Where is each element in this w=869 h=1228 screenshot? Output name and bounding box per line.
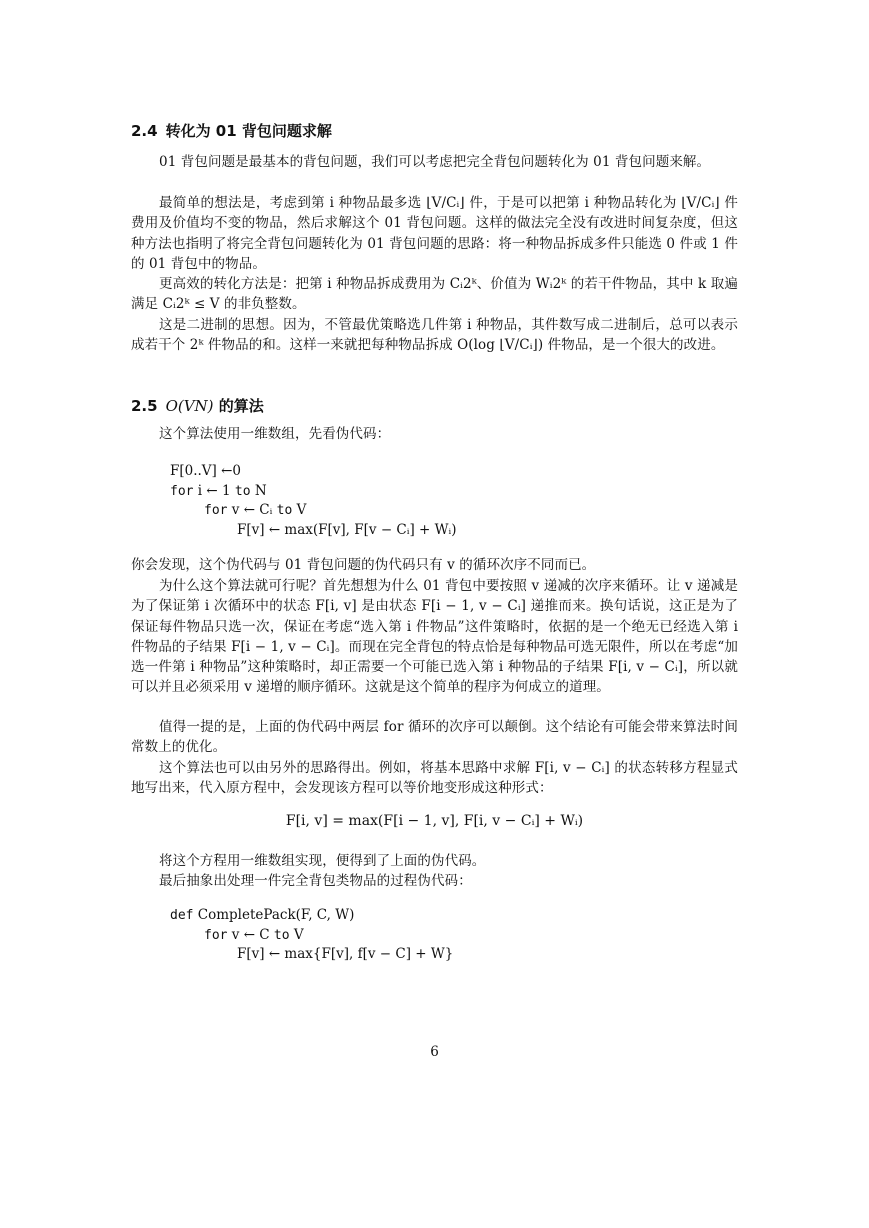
- paragraph-loop-order: 值得一提的是，上面的伪代码中两层 for 循环的次序可以颠倒。这个结论有可能会带来算法时间常数上的优化。: [131, 719, 738, 756]
- paragraph-why-it-works: 为什么这个算法就可行呢？首先想想为什么 01 背包中要按照 v 递减的次序来循环。让 v 递减是为了保证第 i 次循环中的状态 F[i, v] 是由状态 F[i − 1, v − Cᵢ] 递推而来。换句话说，这正是为了保证每件物品只选一次，保证在考虑“选入第 i 件物品”这件策略时，依据的是一个绝无已经选入第 i 件物品的子结果 F[i − 1, v − Cᵢ]。而现在完全背包的特点恰是每种物品可选无限件，所以在考虑“加选一件第 i 种物品”这种策略时，却正需要一个可能已选入第 i 种物品的子结果 F[i, v − Cᵢ]，所以就可以并且必须采用 v 递增的顺序循环。这就是这个简单的程序为何成立的道理。: [131, 578, 738, 696]
- section-heading-2-5: [131, 395, 264, 416]
- code-line: F[0..V] ←0: [170, 463, 242, 479]
- pseudocode-block-2: [170, 906, 453, 965]
- paragraph-efficient-method: 更高效的转化方法是：把第 i 种物品拆成费用为 Cᵢ2ᵏ、价值为 Wᵢ2ᵏ 的若干件物品，其中 k 取遍满足 Cᵢ2ᵏ ≤ V 的非负整数。: [131, 276, 738, 313]
- section-heading-2-4: [131, 120, 332, 141]
- equation-transition: F[i, v] = max(F[i − 1, v], F[i, v − Cᵢ] + Wᵢ): [285, 813, 584, 829]
- section-title-math: O(VN): [165, 397, 214, 415]
- paragraph-alternative-derivation: 这个算法也可以由另外的思路得出。例如，将基本思路中求解 F[i, v − Cᵢ] 的状态转移方程显式地写出来，代入原方程中，会发现该方程可以等价地变形成这种形式：: [131, 760, 738, 797]
- code-line: for i ← 1 to N: [170, 482, 267, 499]
- section-title: 转化为 01 背包问题求解: [165, 122, 332, 140]
- paragraph-after-code: 你会发现，这个伪代码与 01 背包问题的伪代码只有 v 的循环次序不同而已。: [131, 557, 596, 573]
- code-line: F[v] ← max{F[v], f[v − C] + W}: [237, 946, 454, 962]
- section-number: 2.5: [131, 397, 158, 415]
- code-line: for v ← Cᵢ to V: [204, 502, 307, 518]
- code-line: for v ← C to V: [204, 926, 304, 943]
- paragraph-simple-idea: 最简单的想法是，考虑到第 i 种物品最多选 ⌊V/Cᵢ⌋ 件，于是可以把第 i 种物品转化为 ⌊V/Cᵢ⌋ 件费用及价值均不变的物品，然后求解这个 01 背包问题。这样的做法完全没有改进时间复杂度，但这种方法也指明了将完全背包问题转化为 01 背包问题的思路：将一种物品拆成多件只能选 0 件或 1 件的 01 背包中的物品。: [131, 195, 738, 272]
- page-number: 6: [430, 1044, 439, 1060]
- paragraph-intro: 01 背包问题是最基本的背包问题，我们可以考虑把完全背包问题转化为 01 背包问题来解。: [159, 154, 711, 170]
- paragraph-one-dim-array: 将这个方程用一维数组实现，便得到了上面的伪代码。: [159, 853, 486, 869]
- section-title-rest: 的算法: [213, 397, 264, 415]
- code-line: F[v] ← max(F[v], F[v − Cᵢ] + Wᵢ): [237, 521, 457, 538]
- code-line: def CompletePack(F, C, W): [170, 907, 355, 923]
- pseudocode-block-1: [170, 462, 456, 540]
- paragraph-abstract-process: 最后抽象出处理一件完全背包类物品的过程伪代码：: [159, 873, 472, 889]
- section-number: 2.4: [131, 122, 158, 140]
- paragraph-binary-idea: 这是二进制的思想。因为，不管最优策略选几件第 i 种物品，其件数写成二进制后，总可以表示成若干个 2ᵏ 件物品的和。这样一来就把每种物品拆成 O(log ⌊V/Cᵢ⌋) 件物品，是一个很大的改进。: [131, 317, 738, 354]
- paragraph-algorithm-intro: 这个算法使用一维数组，先看伪代码：: [159, 426, 391, 442]
